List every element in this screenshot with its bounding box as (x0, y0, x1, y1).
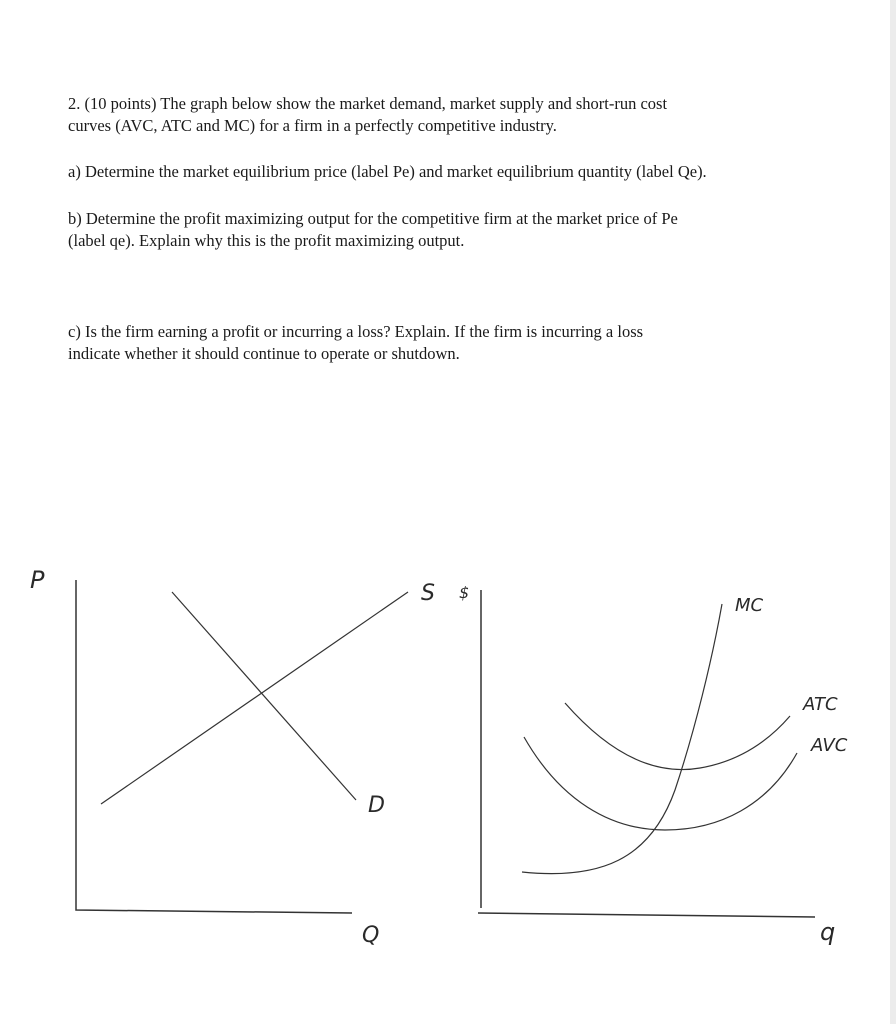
supply-curve (101, 592, 408, 804)
part-b-line-1: b) Determine the profit maximizing output for the competitive firm at the market price of Pe (68, 209, 678, 228)
atc-curve (565, 703, 790, 770)
question-intro-line-2: curves (AVC, ATC and MC) for a firm in a perfectly competitive industry. (68, 116, 557, 135)
firm-x-axis-label: q (820, 918, 836, 946)
firm-graph (459, 583, 848, 946)
atc-label: ATC (803, 694, 838, 715)
market-y-axis-label: P (30, 566, 45, 594)
market-x-axis-label: Q (362, 923, 380, 948)
part-b-line-2: (label qe). Explain why this is the profit maximizing output. (68, 231, 465, 250)
part-a-text: a) Determine the market equilibrium price (label Pe) and market equilibrium quantity (label Qe). (68, 162, 707, 181)
market-axes (76, 580, 352, 913)
mc-curve (522, 604, 722, 874)
demand-curve (172, 592, 356, 800)
part-c-line-2: indicate whether it should continue to operate or shutdown. (68, 344, 460, 363)
firm-y-axis-label: $ (459, 583, 470, 602)
avc-label: AVC (811, 735, 848, 756)
firm-x-axis (478, 913, 815, 917)
mc-label: MC (735, 595, 764, 616)
market-graph (30, 566, 435, 948)
part-c-line-1: c) Is the firm earning a profit or incurring a loss? Explain. If the firm is incurring a loss (68, 322, 644, 341)
demand-label: D (368, 793, 385, 818)
question-intro-line-1: 2. (10 points) The graph below show the market demand, market supply and short-run cost (68, 94, 668, 113)
supply-label: S (421, 581, 435, 606)
avc-curve (524, 737, 797, 830)
